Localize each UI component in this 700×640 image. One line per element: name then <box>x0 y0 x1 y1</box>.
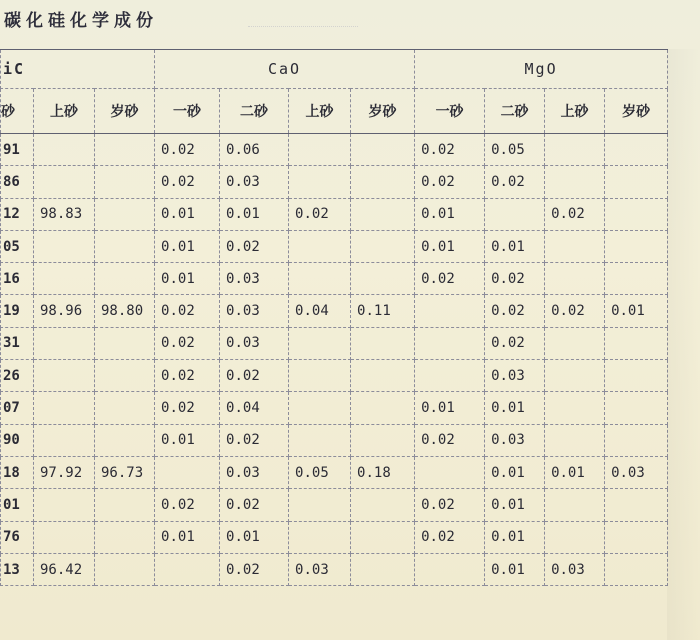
row-sample-id: 31 <box>1 327 34 359</box>
table-cell <box>351 263 415 295</box>
row-sample-id: 19 <box>1 295 34 327</box>
table-cell: 0.02 <box>545 295 605 327</box>
table-cell <box>289 489 351 521</box>
table-cell: 0.02 <box>155 392 220 424</box>
column-header: 岁砂 <box>95 89 155 134</box>
table-cell: 0.01 <box>485 489 545 521</box>
row-sample-id: 12 <box>1 198 34 230</box>
table-cell: 0.01 <box>220 198 289 230</box>
table-cell: 0.03 <box>605 456 668 488</box>
row-sample-id: 90 <box>1 424 34 456</box>
column-header: 岁砂 <box>605 89 668 134</box>
table-cell <box>289 327 351 359</box>
table-cell <box>605 424 668 456</box>
table-cell: 0.03 <box>485 360 545 392</box>
column-header: 上砂 <box>289 89 351 134</box>
table-cell: 0.02 <box>155 295 220 327</box>
table-cell: 0.01 <box>155 230 220 262</box>
table-cell <box>605 521 668 553</box>
table-cell: 98.83 <box>34 198 95 230</box>
table-row <box>1 392 668 424</box>
table-cell <box>415 553 485 585</box>
table-cell <box>545 489 605 521</box>
table-cell <box>34 424 95 456</box>
table-cell: 0.03 <box>220 295 289 327</box>
table-cell <box>351 553 415 585</box>
table-cell: 98.96 <box>34 295 95 327</box>
page-edge-shadow <box>667 49 700 640</box>
table-cell <box>545 134 605 166</box>
table-cell <box>289 166 351 198</box>
table-cell <box>545 166 605 198</box>
table-row <box>1 295 668 327</box>
group-header-mgo: MgO <box>415 50 668 89</box>
group-header-row <box>1 50 668 89</box>
table-cell: 0.02 <box>545 198 605 230</box>
table-cell: 0.02 <box>220 553 289 585</box>
table-cell: 0.03 <box>220 263 289 295</box>
table-row <box>1 489 668 521</box>
row-sample-id: 13 <box>1 553 34 585</box>
table-cell: 0.01 <box>485 456 545 488</box>
sub-header-row <box>1 89 668 134</box>
table-cell <box>605 360 668 392</box>
table-cell: 0.02 <box>289 198 351 230</box>
table-cell <box>95 521 155 553</box>
table-cell <box>605 166 668 198</box>
column-header: 二砂 <box>485 89 545 134</box>
row-sample-id: 86 <box>1 166 34 198</box>
table-cell: 0.02 <box>155 327 220 359</box>
table-cell: 0.03 <box>220 456 289 488</box>
table-cell <box>351 327 415 359</box>
table-row <box>1 521 668 553</box>
table-cell: 0.02 <box>155 489 220 521</box>
column-header: 二砂 <box>220 89 289 134</box>
table-cell: 0.02 <box>415 489 485 521</box>
table-cell: 0.01 <box>155 424 220 456</box>
table-cell <box>289 392 351 424</box>
table-row <box>1 166 668 198</box>
table-cell <box>605 230 668 262</box>
table-cell: 0.02 <box>485 166 545 198</box>
table-cell: 0.05 <box>485 134 545 166</box>
table-cell: 0.11 <box>351 295 415 327</box>
table-cell <box>34 230 95 262</box>
table-cell <box>415 456 485 488</box>
row-sample-id: 05 <box>1 230 34 262</box>
row-sample-id: 18 <box>1 456 34 488</box>
table-cell: 0.02 <box>485 263 545 295</box>
table-cell <box>34 521 95 553</box>
table-row <box>1 360 668 392</box>
table-cell <box>351 230 415 262</box>
table-cell: 0.06 <box>220 134 289 166</box>
table-row <box>1 134 668 166</box>
table-cell <box>95 553 155 585</box>
table-cell <box>545 521 605 553</box>
table-cell: 0.01 <box>605 295 668 327</box>
table-cell <box>351 392 415 424</box>
table-cell: 0.02 <box>220 489 289 521</box>
table-cell: 0.04 <box>220 392 289 424</box>
table-cell: 0.02 <box>155 360 220 392</box>
table-cell: 0.18 <box>351 456 415 488</box>
table-cell: 96.42 <box>34 553 95 585</box>
row-sample-id: 16 <box>1 263 34 295</box>
table-cell <box>95 327 155 359</box>
table-cell: 96.73 <box>95 456 155 488</box>
table-row <box>1 230 668 262</box>
table-cell <box>605 263 668 295</box>
table-cell: 0.02 <box>220 360 289 392</box>
faded-mark <box>248 14 358 27</box>
table-cell: 0.03 <box>289 553 351 585</box>
table-cell <box>351 198 415 230</box>
table-cell: 0.01 <box>415 392 485 424</box>
table-cell <box>415 327 485 359</box>
table-cell <box>605 553 668 585</box>
table-cell <box>289 360 351 392</box>
table-cell <box>155 456 220 488</box>
column-header: 一砂 <box>415 89 485 134</box>
table-cell <box>415 360 485 392</box>
table-cell <box>34 392 95 424</box>
table-cell <box>351 489 415 521</box>
table-row <box>1 553 668 585</box>
column-header: 上砂 <box>545 89 605 134</box>
row-sample-id: 01 <box>1 489 34 521</box>
table-cell <box>351 521 415 553</box>
table-cell: 0.02 <box>415 166 485 198</box>
table-cell: 0.01 <box>155 198 220 230</box>
table-cell <box>351 424 415 456</box>
table-cell <box>289 424 351 456</box>
table-cell: 0.01 <box>485 230 545 262</box>
table-cell: 0.02 <box>220 424 289 456</box>
table-cell: 0.01 <box>415 230 485 262</box>
table-cell: 0.03 <box>545 553 605 585</box>
table-cell <box>605 392 668 424</box>
table-cell: 0.02 <box>155 134 220 166</box>
page-title: 碳化硅化学成份 <box>4 11 158 31</box>
table-cell <box>289 263 351 295</box>
table-cell <box>289 521 351 553</box>
table-cell <box>545 230 605 262</box>
table-cell: 0.02 <box>415 424 485 456</box>
table-cell <box>34 489 95 521</box>
table-cell <box>95 263 155 295</box>
table-cell: 0.01 <box>485 392 545 424</box>
group-header-cao: CaO <box>155 50 415 89</box>
table-cell: 0.01 <box>545 456 605 488</box>
table-cell <box>95 424 155 456</box>
table-cell: 0.02 <box>415 134 485 166</box>
row-sample-id: 07 <box>1 392 34 424</box>
table-cell <box>289 134 351 166</box>
table-cell <box>95 489 155 521</box>
table-cell: 0.01 <box>220 521 289 553</box>
table-row <box>1 198 668 230</box>
table-cell <box>34 134 95 166</box>
table-cell: 0.02 <box>220 230 289 262</box>
table-cell <box>351 360 415 392</box>
table-cell <box>34 327 95 359</box>
table-cell <box>34 360 95 392</box>
column-header: 一砂 <box>155 89 220 134</box>
row-sample-id: 76 <box>1 521 34 553</box>
table-cell: 0.03 <box>220 166 289 198</box>
table-cell: 0.01 <box>155 263 220 295</box>
table-cell: 0.03 <box>220 327 289 359</box>
table-cell: 97.92 <box>34 456 95 488</box>
table-cell: 0.02 <box>155 166 220 198</box>
table-cell: 0.02 <box>415 263 485 295</box>
table-cell <box>95 166 155 198</box>
table-cell: 0.01 <box>485 553 545 585</box>
column-header: 砂 <box>1 89 34 134</box>
table-cell: 0.01 <box>485 521 545 553</box>
table-cell: 0.05 <box>289 456 351 488</box>
table-cell <box>545 360 605 392</box>
table-cell <box>605 134 668 166</box>
table-cell <box>95 392 155 424</box>
table-cell: 98.80 <box>95 295 155 327</box>
table-cell <box>485 198 545 230</box>
table-row <box>1 263 668 295</box>
table-cell <box>289 230 351 262</box>
column-header: 岁砂 <box>351 89 415 134</box>
table-row <box>1 327 668 359</box>
column-header: 上砂 <box>34 89 95 134</box>
table-cell <box>545 392 605 424</box>
table-cell: 0.04 <box>289 295 351 327</box>
composition-table <box>0 49 668 586</box>
table-cell <box>351 166 415 198</box>
table-cell <box>95 198 155 230</box>
table-cell <box>605 327 668 359</box>
table-cell <box>415 295 485 327</box>
table-cell: 0.03 <box>485 424 545 456</box>
table-cell: 0.02 <box>485 295 545 327</box>
row-sample-id: 91 <box>1 134 34 166</box>
group-header-sic: iC <box>1 50 155 89</box>
table-cell <box>155 553 220 585</box>
table-cell <box>545 424 605 456</box>
table-cell <box>605 198 668 230</box>
table-cell: 0.02 <box>415 521 485 553</box>
table-cell: 0.01 <box>155 521 220 553</box>
table-cell <box>95 360 155 392</box>
table-row <box>1 456 668 488</box>
table-cell: 0.01 <box>415 198 485 230</box>
row-sample-id: 26 <box>1 360 34 392</box>
table-cell <box>351 134 415 166</box>
table-cell <box>545 327 605 359</box>
table-row <box>1 424 668 456</box>
table-cell <box>545 263 605 295</box>
table-cell <box>34 166 95 198</box>
table-cell <box>95 230 155 262</box>
table-cell <box>34 263 95 295</box>
table-cell <box>605 489 668 521</box>
table-cell: 0.02 <box>485 327 545 359</box>
table-cell <box>95 134 155 166</box>
